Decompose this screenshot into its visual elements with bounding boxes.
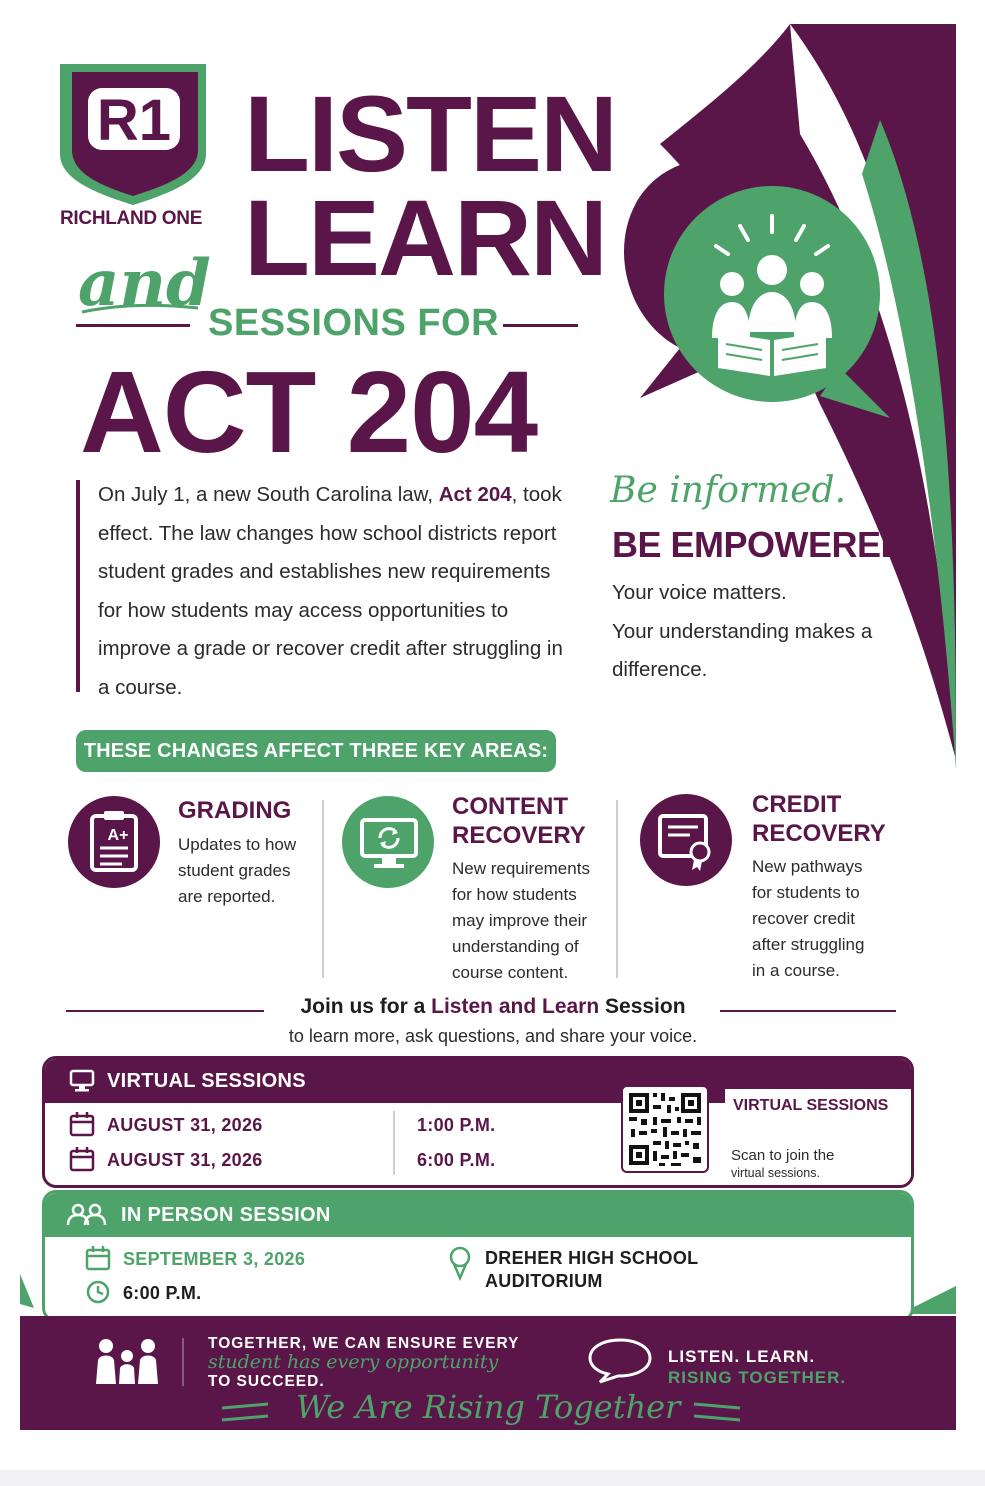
intro-highlight: Act 204 — [438, 483, 512, 506]
virtual-sessions-box — [42, 1056, 914, 1188]
tagline-bold: BE EMPOWERED. — [612, 524, 916, 565]
footer — [20, 1316, 956, 1430]
in-person-session-box — [42, 1190, 914, 1322]
in-person-title: IN PERSON SESSION — [121, 1204, 331, 1226]
speech-bubble-icon — [586, 1336, 654, 1384]
virtual-sessions-title: VIRTUAL SESSIONS — [107, 1070, 306, 1092]
intro-text: On July 1, a new South Carolina law, — [98, 483, 439, 506]
join-heading — [266, 995, 720, 1019]
qr-code-icon — [623, 1087, 707, 1171]
page-bottom-edge — [0, 1470, 985, 1486]
divider — [66, 1010, 264, 1012]
location-line: AUDITORIUM — [485, 1271, 603, 1291]
footer-slogan-line: RISING TOGETHER. — [668, 1368, 847, 1387]
join-text: Join us for a — [300, 995, 432, 1018]
area-title — [752, 790, 886, 848]
footer-slogan-line: LISTEN. LEARN. — [668, 1347, 816, 1366]
qr-label — [725, 1089, 911, 1185]
in-person-location — [485, 1247, 698, 1293]
row-divider — [393, 1111, 395, 1175]
title-listen: LISTEN — [244, 73, 617, 194]
brand-name: RICHLAND ONE — [60, 208, 203, 229]
footer-line-script: student has every opportunity — [208, 1351, 499, 1373]
flyer — [20, 24, 956, 1430]
qr-line: Scan to join the — [731, 1147, 835, 1164]
sessions-for: SESSIONS FOR — [208, 302, 500, 344]
calendar-icon — [85, 1245, 111, 1271]
key-areas-heading: THESE CHANGES AFFECT THREE KEY AREAS: — [76, 730, 556, 772]
monitor-icon — [69, 1069, 95, 1093]
area-title-line: RECOVERY — [752, 820, 886, 847]
virtual-time: 1:00 P.M. — [417, 1115, 496, 1135]
family-icon — [92, 1338, 162, 1388]
join-highlight: Listen and Learn — [431, 995, 600, 1018]
footer-slogan — [668, 1346, 846, 1388]
in-person-time: 6:00 P.M. — [123, 1283, 202, 1303]
in-person-date: SEPTEMBER 3, 2026 — [123, 1249, 306, 1269]
tagline-line: Your voice matters. — [612, 581, 787, 604]
title-learn: LEARN — [244, 177, 606, 298]
footer-divider — [182, 1338, 184, 1386]
richland-one-logo — [58, 62, 208, 207]
qr-code[interactable] — [621, 1085, 709, 1173]
calendar-icon — [69, 1111, 95, 1137]
divider — [503, 324, 578, 327]
tagline-body — [612, 574, 902, 690]
monitor-refresh-icon — [358, 816, 420, 872]
area-description: Updates to how student grades are reported. — [178, 835, 297, 906]
act-title: ACT 204 — [80, 347, 538, 477]
tagline-script: Be informed. — [610, 470, 847, 511]
area-description: New pathways for students to recover credit after struggling in a course. — [752, 857, 865, 980]
certificate-icon — [656, 812, 718, 872]
join-text: Session — [599, 995, 686, 1018]
clock-icon — [85, 1279, 111, 1305]
footer-line: TO SUCCEED. — [208, 1373, 325, 1390]
area-title — [452, 792, 586, 850]
area-title-line: RECOVERY — [452, 822, 586, 849]
footer-line: TOGETHER, WE CAN ENSURE EVERY — [208, 1335, 520, 1352]
clipboard-grade-icon — [86, 810, 142, 874]
qr-line: virtual sessions. — [731, 1166, 820, 1180]
area-divider — [616, 800, 618, 978]
qr-instructions — [731, 1147, 834, 1182]
decorative-arrows-right — [688, 1400, 744, 1424]
location-line: DREHER HIGH SCHOOL — [485, 1248, 699, 1268]
qr-title: VIRTUAL SESSIONS — [733, 1097, 889, 1114]
tagline-line: Your understanding makes a difference. — [612, 619, 873, 681]
footer-message — [208, 1334, 519, 1391]
footer-rising-together: We Are Rising Together — [296, 1388, 681, 1426]
area-title-line: CREDIT — [752, 791, 842, 818]
intro-paragraph — [98, 476, 568, 707]
area-title-line: CONTENT — [452, 793, 568, 820]
title-connector: and — [78, 246, 211, 321]
intro-accent-bar — [76, 480, 80, 692]
divider — [720, 1010, 896, 1012]
area-title — [178, 796, 291, 825]
virtual-date: AUGUST 31, 2026 — [107, 1150, 263, 1170]
area-divider — [322, 800, 324, 978]
and-underline — [80, 302, 200, 316]
decorative-arrows-left — [218, 1400, 274, 1424]
divider — [76, 324, 190, 327]
virtual-date: AUGUST 31, 2026 — [107, 1115, 263, 1135]
area-title-line: GRADING — [178, 797, 292, 824]
join-subtitle: to learn more, ask questions, and share your voice. — [288, 1026, 698, 1046]
calendar-icon — [69, 1146, 95, 1172]
virtual-time: 6:00 P.M. — [417, 1150, 496, 1170]
speech-bubble-readers-icon — [600, 118, 900, 448]
svg-text:A+: A+ — [107, 827, 129, 844]
area-description: New requirements for how students may improve their understanding of course content. — [452, 859, 590, 982]
intro-text: , took effect. The law changes how school districts report student grades and establishes new requirements for how students may access opportunities to improve a grade or recover credit after struggling in a course. — [98, 483, 563, 699]
people-icon — [65, 1203, 109, 1227]
location-pin-icon — [447, 1245, 473, 1281]
logo-letters: R1 — [96, 88, 172, 153]
